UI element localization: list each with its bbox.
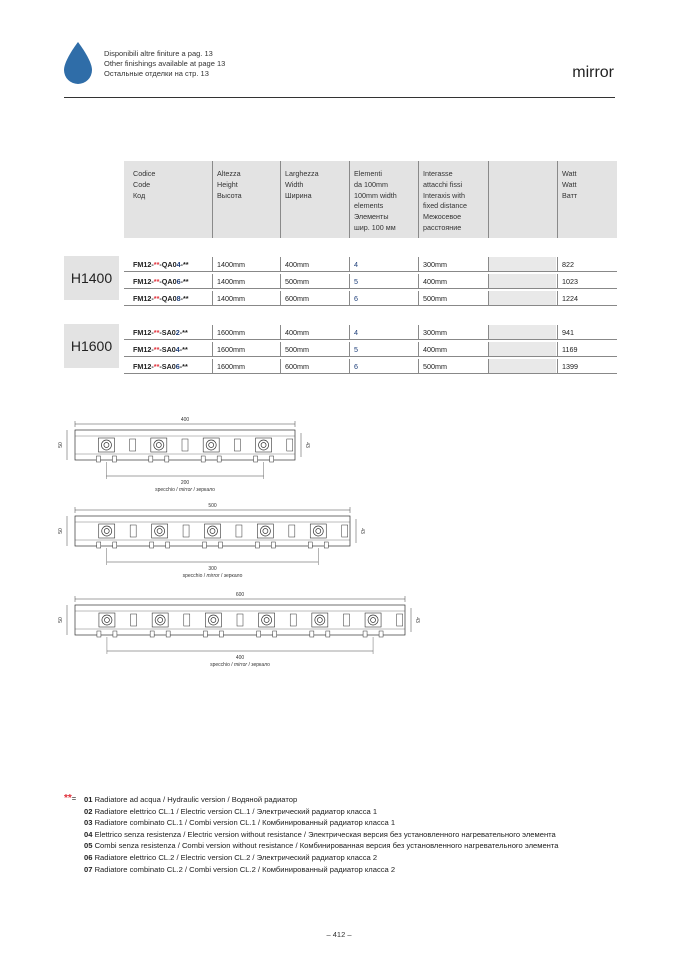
legend-item bbox=[84, 840, 558, 852]
col-divider bbox=[280, 291, 281, 305]
width-value: 400mm bbox=[285, 328, 309, 337]
col-divider bbox=[212, 257, 213, 271]
axis-dimension: 400 bbox=[235, 655, 245, 661]
empty-cell bbox=[489, 257, 556, 271]
col-divider bbox=[418, 291, 419, 305]
height-value: 1400mm bbox=[217, 294, 245, 303]
legend-item bbox=[84, 817, 395, 829]
table-header bbox=[124, 161, 617, 238]
col-divider bbox=[488, 291, 489, 305]
legend-text: Radiatore ad acqua / Hydraulic version / Водяной радиатор bbox=[94, 795, 298, 804]
col-divider bbox=[557, 359, 558, 373]
col-width: Larghezza Width Ширина bbox=[285, 169, 319, 200]
legend-item bbox=[84, 864, 395, 876]
radiator-drawing bbox=[58, 417, 310, 493]
col-divider bbox=[418, 359, 419, 373]
finishings-note-ru: Остальные отделки на стр. 13 bbox=[104, 69, 209, 78]
height-value: 1600mm bbox=[217, 328, 245, 337]
legend-item bbox=[84, 852, 377, 864]
axis-dimension: 300 bbox=[208, 566, 217, 572]
empty-cell bbox=[489, 325, 556, 339]
col-divider bbox=[349, 325, 350, 339]
col-divider bbox=[488, 257, 489, 271]
row-divider bbox=[124, 288, 617, 289]
col-divider bbox=[349, 342, 350, 356]
legend-key: 07 bbox=[84, 864, 93, 874]
col-divider bbox=[280, 257, 281, 271]
col-divider bbox=[418, 342, 419, 356]
width-dimension: 400 bbox=[180, 417, 190, 423]
legend-text: Radiatore combinato CL.2 / Combi version CL.2 / Комбинированный радиатор класса 2 bbox=[94, 864, 396, 874]
legend-stars: ** bbox=[64, 793, 72, 804]
page-title: mirror bbox=[572, 64, 614, 81]
watt-value: 1399 bbox=[562, 362, 578, 371]
product-code: FM12-**-SA04-** bbox=[133, 345, 188, 354]
technical-drawings bbox=[0, 400, 678, 680]
col-divider bbox=[557, 325, 558, 339]
drawing-caption: specchio / mirror / зеркало bbox=[155, 487, 215, 493]
col-divider bbox=[418, 161, 419, 238]
col-height: Altezza Height Высота bbox=[217, 169, 242, 200]
legend-text: Radiatore combinato CL.1 / Combi version CL.1 / Комбинированный радиатор класса 1 bbox=[94, 818, 396, 828]
width-value: 600mm bbox=[285, 362, 309, 371]
col-interaxis: Interasse attacchi fissi Interaxis with fixed distance Межосевое расстояние bbox=[423, 169, 467, 232]
col-divider bbox=[349, 291, 350, 305]
height-value: 1400mm bbox=[217, 260, 245, 269]
depth-dimension: 50 bbox=[58, 442, 64, 448]
height-dimension: 43 bbox=[414, 617, 420, 623]
group-label-h1600: H1600 bbox=[64, 324, 119, 368]
col-divider bbox=[488, 342, 489, 356]
radiator-drawing bbox=[58, 503, 365, 579]
col-divider bbox=[212, 342, 213, 356]
col-divider bbox=[557, 342, 558, 356]
col-divider bbox=[557, 257, 558, 271]
col-divider bbox=[280, 359, 281, 373]
row-divider bbox=[124, 271, 617, 272]
col-divider bbox=[557, 161, 558, 238]
product-code: FM12-**-QA04-** bbox=[133, 260, 189, 269]
interaxis-value: 300mm bbox=[423, 328, 447, 337]
height-value: 1400mm bbox=[217, 277, 245, 286]
product-code: FM12-**-SA06-** bbox=[133, 362, 188, 371]
col-divider bbox=[349, 161, 350, 238]
watt-value: 1224 bbox=[562, 294, 578, 303]
empty-cell bbox=[489, 359, 556, 373]
legend-eq: = bbox=[71, 794, 77, 803]
col-divider bbox=[212, 291, 213, 305]
drawing-caption: specchio / mirror / зеркало bbox=[210, 662, 270, 668]
col-divider bbox=[280, 274, 281, 288]
interaxis-value: 500mm bbox=[423, 294, 447, 303]
empty-cell bbox=[489, 342, 556, 356]
depth-dimension: 50 bbox=[58, 528, 64, 534]
product-code: FM12-**-QA08-** bbox=[133, 294, 189, 303]
elements-value: 6 bbox=[354, 294, 358, 303]
table-row bbox=[124, 273, 617, 289]
legend-text: Elettrico senza resistenza / Electric version without resistance / Электрическая версия без установленного нагревательного элемента bbox=[94, 829, 556, 839]
col-divider bbox=[557, 291, 558, 305]
col-elements: Elementi da 100mm 100mm width elements Элементы шир. 100 мм bbox=[354, 169, 397, 232]
col-divider bbox=[212, 359, 213, 373]
legend-text: Radiatore elettrico CL.1 / Electric version CL.1 / Электрический радиатор класса 1 bbox=[94, 806, 378, 816]
row-divider bbox=[124, 339, 617, 340]
col-divider bbox=[280, 342, 281, 356]
col-divider bbox=[349, 359, 350, 373]
table-row bbox=[124, 341, 617, 357]
width-value: 500mm bbox=[285, 277, 309, 286]
interaxis-value: 400mm bbox=[423, 277, 447, 286]
col-code: Codice Code Код bbox=[133, 169, 156, 200]
legend-item bbox=[84, 794, 297, 806]
height-value: 1600mm bbox=[217, 345, 245, 354]
axis-dimension: 200 bbox=[180, 480, 190, 486]
width-dimension: 600 bbox=[235, 592, 245, 598]
radiator-drawing bbox=[58, 592, 420, 668]
row-divider bbox=[124, 356, 617, 357]
finishings-note bbox=[104, 49, 225, 79]
table-row bbox=[124, 324, 617, 340]
empty-cell bbox=[489, 274, 556, 288]
legend-text: Radiatore elettrico CL.2 / Electric version CL.2 / Электрический радиатор класса 2 bbox=[94, 853, 378, 862]
empty-cell bbox=[489, 291, 556, 305]
width-value: 600mm bbox=[285, 294, 309, 303]
legend-key: 05 bbox=[84, 841, 93, 851]
height-value: 1600mm bbox=[217, 362, 245, 371]
product-code: FM12-**-QA06-** bbox=[133, 277, 189, 286]
depth-dimension: 50 bbox=[58, 617, 64, 623]
product-code: FM12-**-SA02-** bbox=[133, 328, 188, 337]
col-divider bbox=[280, 161, 281, 238]
col-divider bbox=[280, 325, 281, 339]
col-divider bbox=[418, 325, 419, 339]
watt-value: 822 bbox=[562, 260, 574, 269]
width-value: 400mm bbox=[285, 260, 309, 269]
width-dimension: 500 bbox=[208, 503, 217, 509]
col-divider bbox=[418, 257, 419, 271]
col-divider bbox=[488, 325, 489, 339]
table-row bbox=[124, 256, 617, 272]
legend-text: Combi senza resistenza / Combi version without resistance / Комбинированная версия без установленного нагревательного элемента bbox=[94, 841, 559, 851]
elements-value: 4 bbox=[354, 328, 358, 337]
interaxis-value: 400mm bbox=[423, 345, 447, 354]
col-divider bbox=[418, 274, 419, 288]
row-divider bbox=[124, 373, 617, 374]
water-drop-icon bbox=[62, 42, 94, 86]
col-divider bbox=[349, 274, 350, 288]
interaxis-value: 500mm bbox=[423, 362, 447, 371]
row-divider bbox=[124, 305, 617, 306]
watt-value: 1023 bbox=[562, 277, 578, 286]
table-row bbox=[124, 358, 617, 374]
col-divider bbox=[557, 274, 558, 288]
legend-item bbox=[84, 806, 377, 818]
legend-key: 04 bbox=[84, 829, 93, 839]
group-label-h1400: H1400 bbox=[64, 256, 119, 300]
table-row bbox=[124, 290, 617, 306]
finishings-note-it: Disponibili altre finiture a pag. 13 bbox=[104, 49, 213, 58]
legend-key: 03 bbox=[84, 818, 93, 828]
interaxis-value: 300mm bbox=[423, 260, 447, 269]
watt-value: 1169 bbox=[562, 345, 578, 354]
col-divider bbox=[488, 274, 489, 288]
col-watt: Watt Watt Ватт bbox=[562, 169, 578, 200]
finishings-note-en: Other finishings available at page 13 bbox=[104, 59, 226, 68]
height-dimension: 43 bbox=[359, 528, 365, 534]
legend bbox=[64, 794, 624, 886]
col-divider bbox=[212, 161, 213, 238]
col-divider bbox=[212, 274, 213, 288]
legend-key: 01 bbox=[84, 795, 93, 804]
height-dimension: 43 bbox=[304, 442, 310, 448]
elements-value: 5 bbox=[354, 345, 358, 354]
col-divider bbox=[212, 325, 213, 339]
header-divider bbox=[64, 97, 615, 98]
legend-item bbox=[84, 829, 556, 841]
legend-key: 06 bbox=[84, 853, 93, 862]
elements-value: 5 bbox=[354, 277, 358, 286]
width-value: 500mm bbox=[285, 345, 309, 354]
drawing-caption: specchio / mirror / зеркало bbox=[182, 573, 243, 579]
col-divider bbox=[488, 359, 489, 373]
legend-key: 02 bbox=[84, 806, 93, 816]
elements-value: 4 bbox=[354, 260, 358, 269]
col-divider bbox=[349, 257, 350, 271]
watt-value: 941 bbox=[562, 328, 574, 337]
elements-value: 6 bbox=[354, 362, 358, 371]
page-number: – 412 – bbox=[326, 930, 352, 939]
col-divider bbox=[488, 161, 489, 238]
